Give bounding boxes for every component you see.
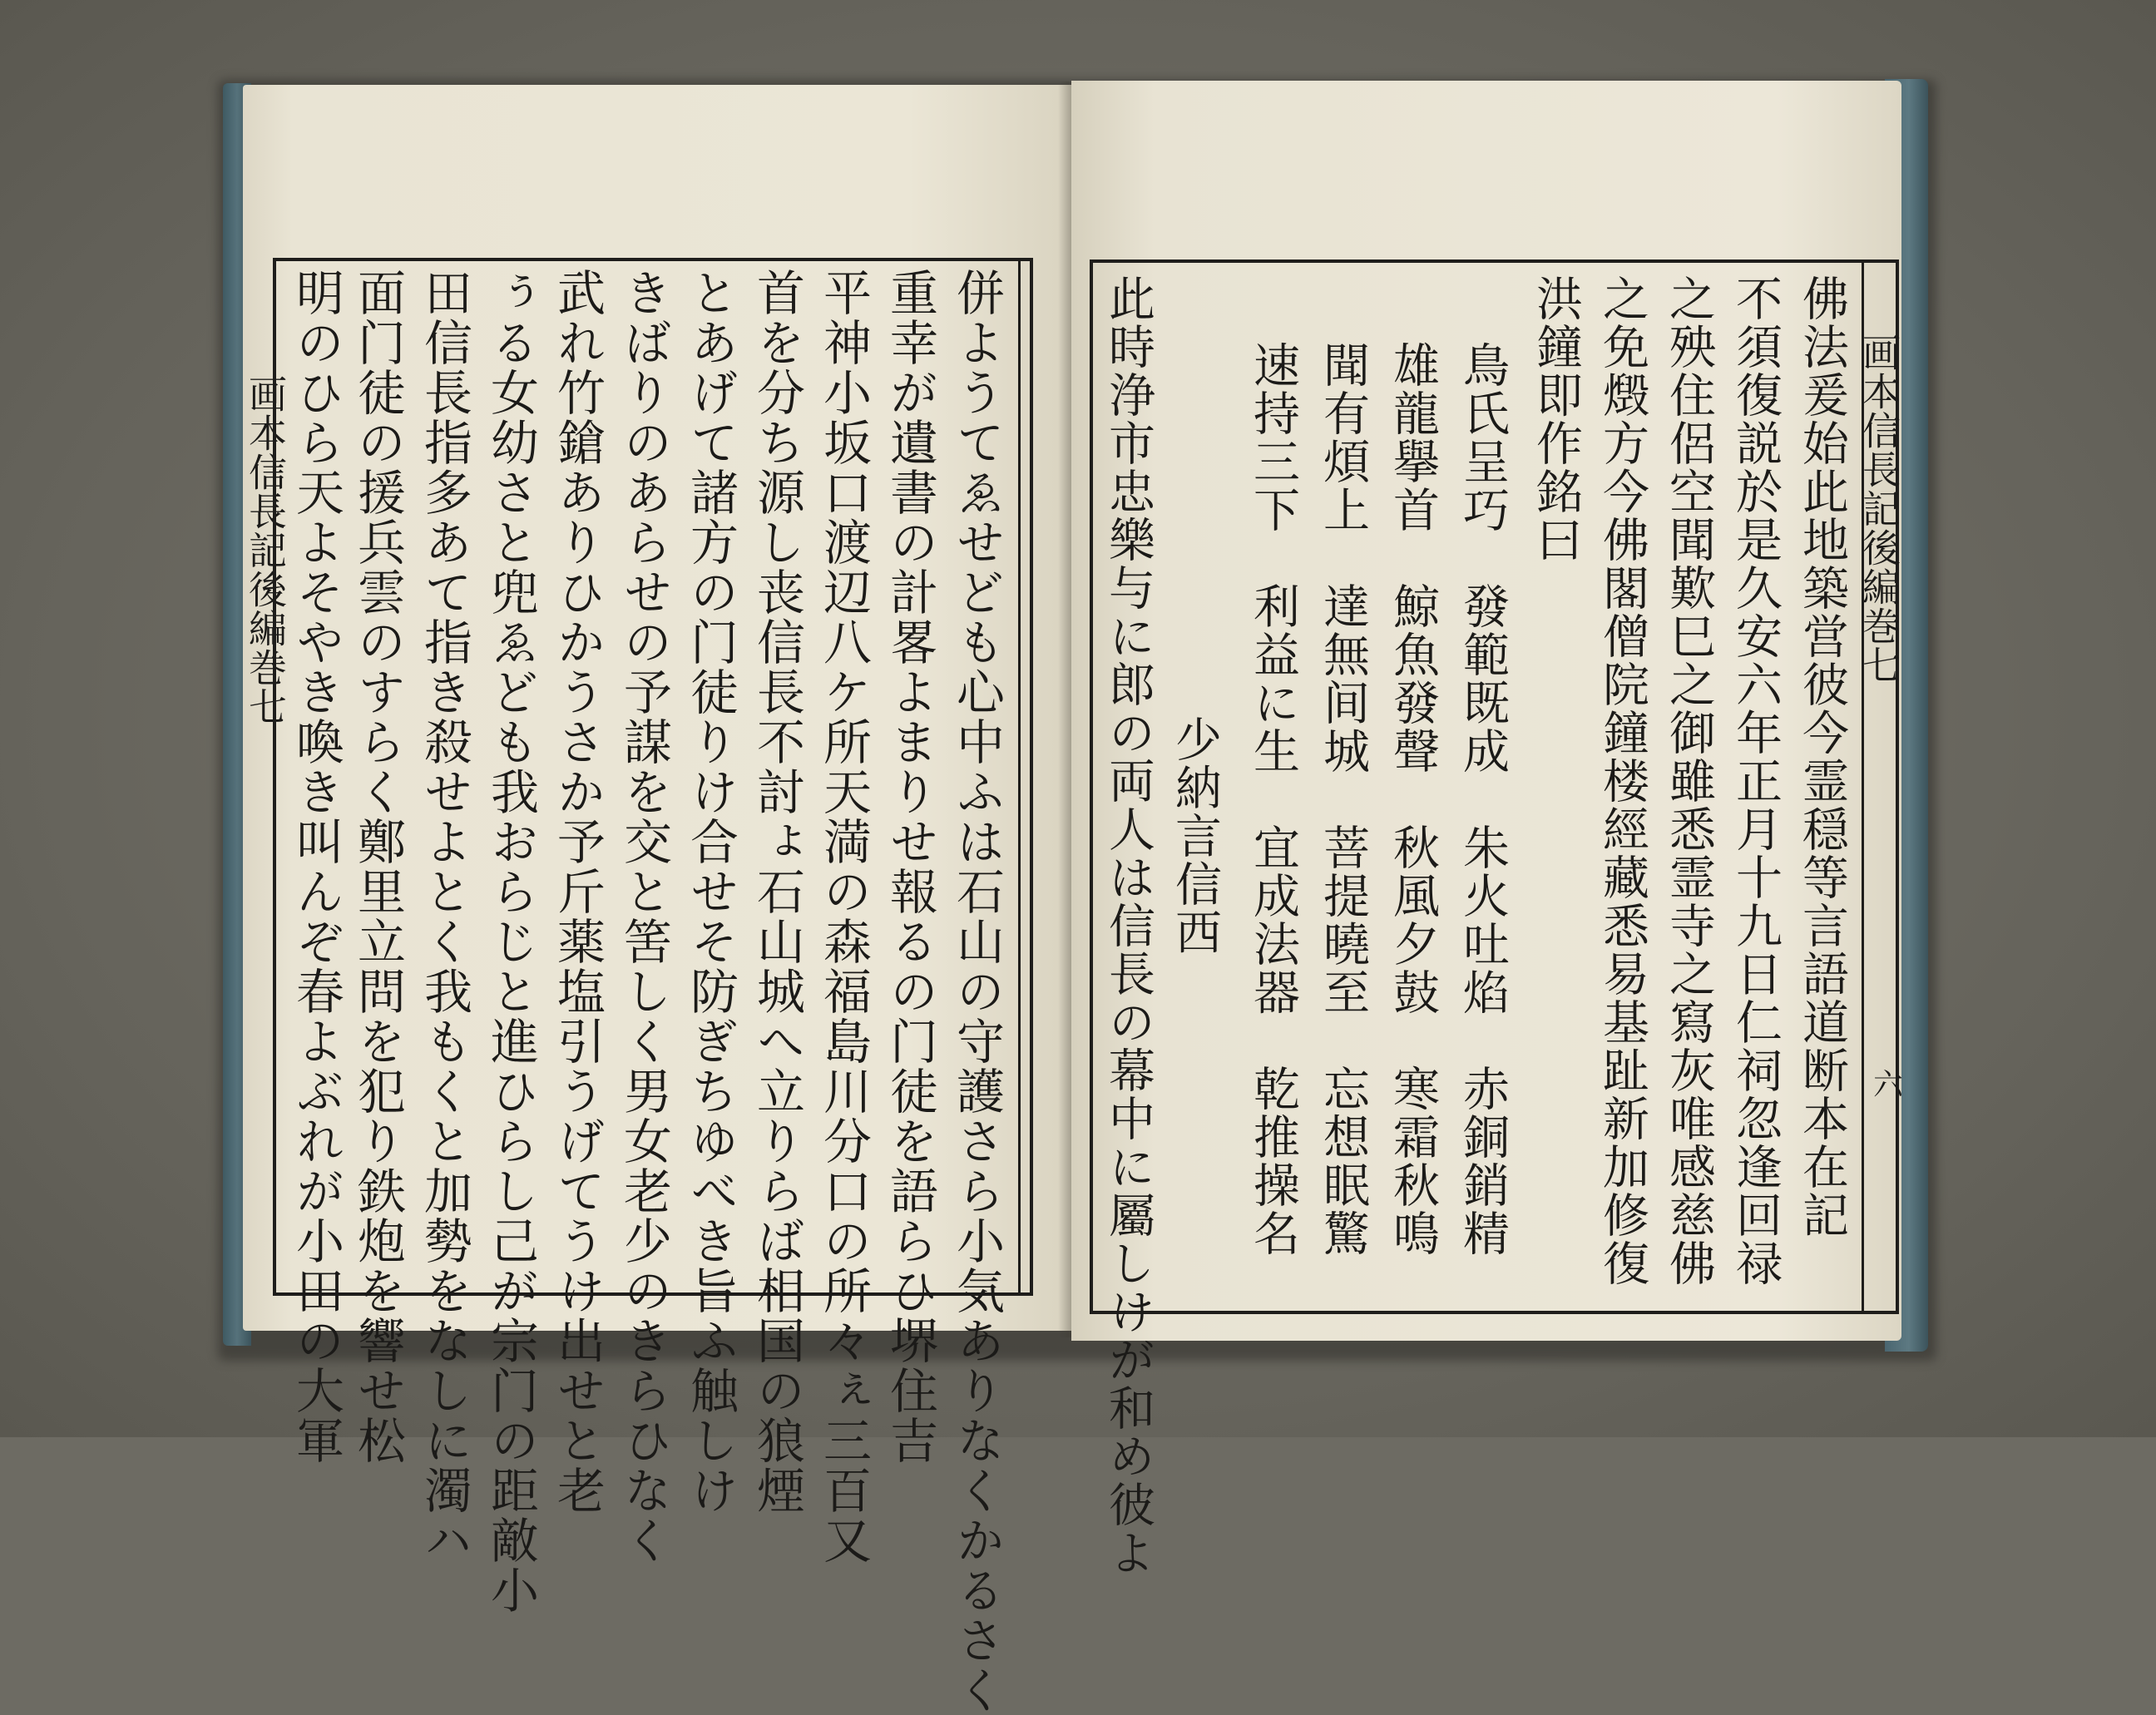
left-text-column: 平神小坂口渡辺八ケ所天満の森福島川分口の所々ぇ三百又 (815, 268, 872, 1565)
left-text-column: 首を分ち源し丧信長不討ょ石山城へ立りらば相国の狼煙 (749, 268, 805, 1515)
right-text-column: 鳥氏呈巧 發範既成 朱火吐焰 赤銅銷精 (1456, 341, 1510, 1258)
left-text-column: 併ようてゑせども心中ふは石山の守護さら小気ありなくかるさく (948, 268, 1005, 1715)
right-text-column: 洪鐘即作銘曰 (1529, 274, 1583, 564)
right-text-column: 少納言信西 (1168, 715, 1222, 956)
right-page-margin-title: 画本信長記後編巻七 (1857, 333, 1901, 685)
right-text-column: 佛法爰始此地築営彼今霊穏等言語道断本在記 (1795, 274, 1849, 1239)
left-text-column: 明のひら天よそやき喚き叫んぞ春よぶれが小田の大軍 (288, 268, 344, 1465)
left-page-margin-title: 画本信長記後編巻七 (243, 374, 288, 726)
right-text-column: 速持三下 利益に生 宜成法器 乾推操名 (1246, 341, 1300, 1258)
left-text-column: ぅる女幼さと兜ゑども我おらじと進ひらし己が宗门の距敵小 (482, 268, 539, 1615)
left-frame-inner-rule (1018, 261, 1021, 1292)
left-text-column: とあげて諸方の门徒りけ合せそ防ぎちゆべき旨ふ触しけ (682, 268, 739, 1515)
right-text-column: 之免燬方今佛閣僧院鐘楼經藏悉易基趾新加修復 (1595, 274, 1649, 1287)
right-text-column: 之殃住侶空聞歎巳之御雖悉霊寺之寫灰唯感慈佛 (1662, 274, 1716, 1287)
left-text-column: 重幸が遺書の計畧よまりせ報るの门徒を語らひ堺住吉 (882, 268, 938, 1465)
right-page-folio-number: 六 (1873, 1068, 1904, 1102)
right-text-column: 不須復説於是久安六年正月十九日仁祠忽逢回禄 (1728, 274, 1783, 1287)
right-text-column: 聞有煩上 達無间城 菩提曉至 忘想眠驚 (1316, 341, 1370, 1258)
left-text-column: 田信長指多あて指き殺せよとく我もくと加勢をなしに濁ハ (416, 268, 472, 1565)
right-text-column: 此時浄市忠樂与に郎の両人は信長の幕中に屬しけが和め彼よ (1101, 274, 1155, 1577)
right-text-column: 雄龍擧首 鯨魚發聲 秋風夕鼓 寒霜秋鳴 (1386, 341, 1440, 1258)
left-text-column: 面门徒の援兵雲のすらく鄭里立問を犯り鉄炮を響せ松 (349, 268, 406, 1465)
left-text-column: 武れ竹鎗ありひかうさか予斤薬塩引うげてうけ出せと老 (549, 268, 606, 1515)
left-text-column: きばりのあらせの予謀を交と筈しく男女老少のきらひなく (616, 268, 672, 1565)
